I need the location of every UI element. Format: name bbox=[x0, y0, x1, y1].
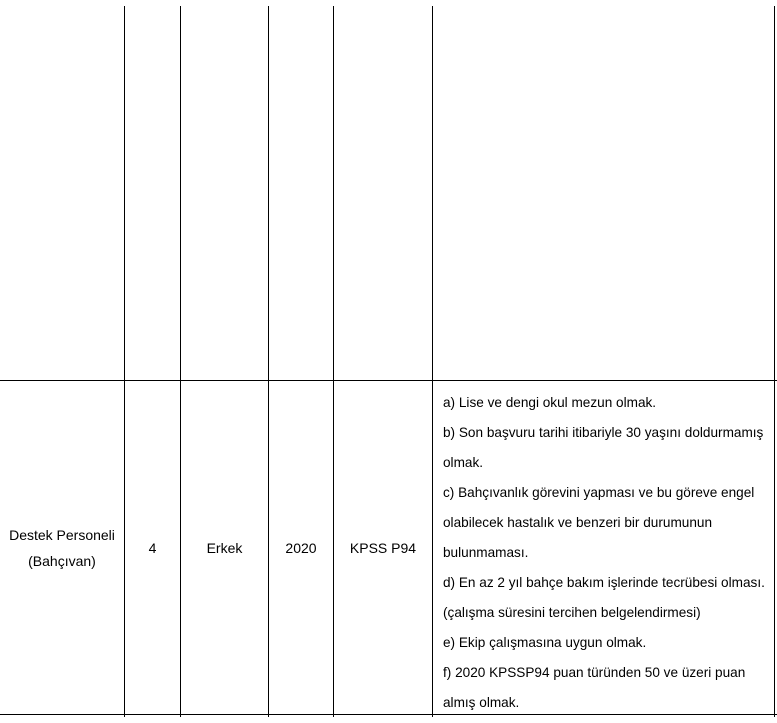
cell-count bbox=[125, 381, 180, 714]
requirement-item: f) 2020 KPSSP94 puan türünden 50 ve üzeri puan almış olmak. bbox=[443, 665, 746, 710]
count-text: 4 bbox=[148, 539, 157, 556]
gender-text: Erkek bbox=[206, 539, 243, 556]
requirements-list bbox=[443, 388, 768, 718]
cell-score-type bbox=[334, 381, 432, 714]
requirement-item: d) En az 2 yıl bahçe bakım işlerinde tecrübesi olması.(çalışma süresini tercihen belgelendirmesi) bbox=[443, 575, 765, 620]
requirement-item: c) Bahçıvanlık görevini yapması ve bu göreve engel olabilecek hastalık ve benzeri bir durumunun bulunmaması. bbox=[443, 485, 755, 560]
column-divider bbox=[432, 6, 433, 717]
cell-position bbox=[0, 381, 124, 714]
score-type-text: KPSS P94 bbox=[349, 539, 417, 556]
requirement-item: e) Ekip çalışmasına uygun olmak. bbox=[443, 635, 647, 650]
requirement-item: b) Son başvuru tarihi itibariyle 30 yaşını doldurmamış olmak. bbox=[443, 425, 764, 470]
cell-gender bbox=[181, 381, 268, 714]
position-text: Destek Personeli (Bahçıvan) bbox=[9, 526, 115, 569]
cell-year bbox=[269, 381, 333, 714]
column-divider bbox=[774, 6, 775, 717]
requirement-item: a) Lise ve dengi okul mezun olmak. bbox=[443, 395, 657, 410]
year-text: 2020 bbox=[285, 539, 317, 556]
